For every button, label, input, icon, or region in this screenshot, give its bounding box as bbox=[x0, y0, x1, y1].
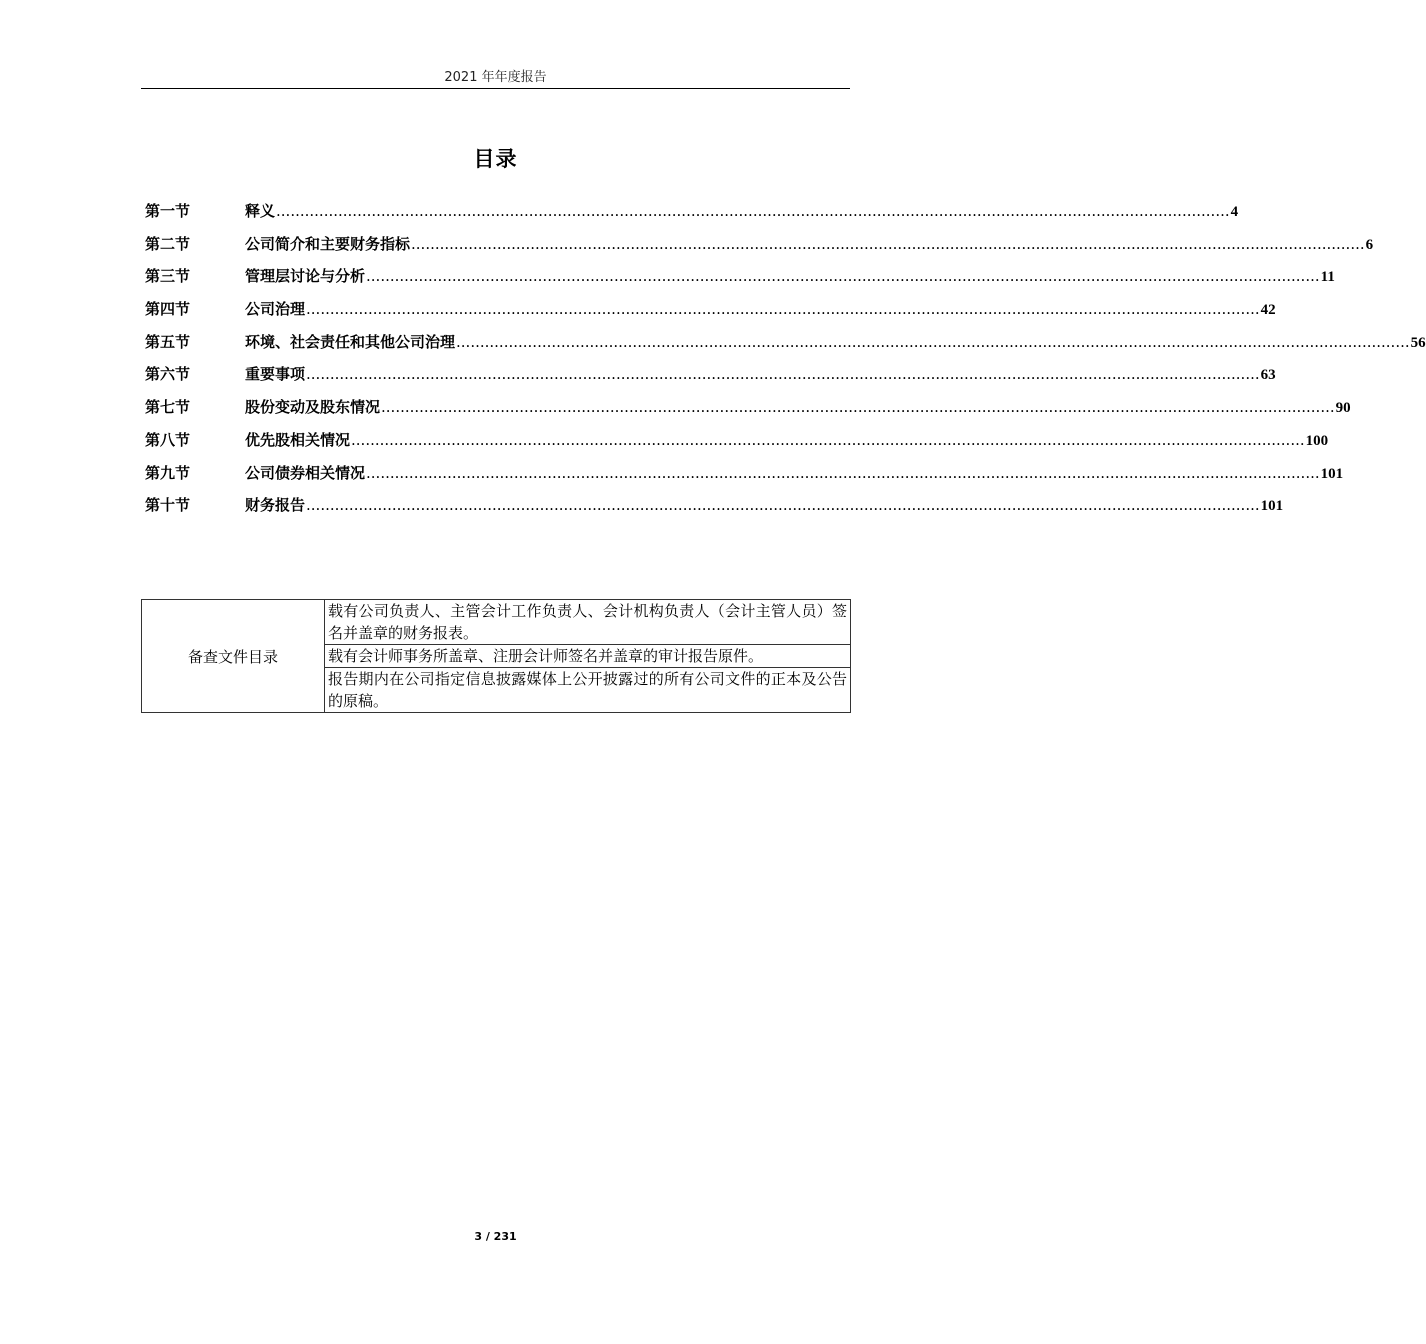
toc-page-number: 4 bbox=[1230, 204, 1239, 220]
toc-leader-dots: ........................................................................................................................................................................................................ bbox=[456, 332, 1410, 351]
toc-section-name: 公司简介和主要财务指标 bbox=[245, 234, 411, 253]
toc-section-number: 第五节 bbox=[145, 332, 191, 351]
table-of-contents bbox=[145, 200, 1426, 527]
toc-section-number: 第四节 bbox=[145, 300, 191, 319]
toc-section-number: 第二节 bbox=[145, 234, 191, 253]
toc-page-number: 100 bbox=[1305, 432, 1329, 449]
toc-section-name: 公司治理 bbox=[245, 300, 306, 319]
toc-section-number: 第七节 bbox=[145, 398, 191, 417]
report-header-title: 2021 年年度报告 bbox=[444, 70, 547, 85]
toc-leader-dots: ........................................................................................................................................................................................................ bbox=[366, 267, 1320, 286]
toc-section-name: 公司债券相关情况 bbox=[245, 463, 366, 482]
toc-section-number: 第八节 bbox=[145, 430, 191, 449]
toc-leader-dots: ........................................................................................................................................................................................................ bbox=[306, 496, 1260, 515]
toc-page-number: 42 bbox=[1260, 302, 1276, 319]
toc-section-number: 第六节 bbox=[145, 365, 191, 384]
toc-leader-dots: ........................................................................................................................................................................................................ bbox=[306, 365, 1260, 384]
reference-document-item: 载有公司负责人、主管会计工作负责人、会计机构负责人（会计主管人员）签名并盖章的财务报表。 bbox=[325, 600, 851, 645]
toc-leader-dots: ........................................................................................................................................................................................................ bbox=[306, 300, 1260, 319]
toc-page-number: 6 bbox=[1365, 236, 1374, 253]
toc-entry[interactable] bbox=[145, 331, 1426, 364]
toc-section-name: 股份变动及股东情况 bbox=[245, 398, 381, 417]
toc-section-name: 财务报告 bbox=[245, 496, 306, 515]
toc-page-number: 11 bbox=[1320, 269, 1335, 286]
toc-page-number: 56 bbox=[1410, 334, 1426, 351]
toc-leader-dots: ........................................................................................................................................................................................................ bbox=[351, 430, 1305, 449]
toc-entry[interactable] bbox=[145, 265, 1335, 298]
toc-entry[interactable] bbox=[145, 200, 1239, 233]
toc-page-number: 90 bbox=[1335, 400, 1351, 417]
reference-documents-table bbox=[141, 599, 851, 713]
reference-documents-label: 备查文件目录 bbox=[142, 600, 325, 713]
toc-section-name: 环境、社会责任和其他公司治理 bbox=[245, 332, 456, 351]
toc-section-name: 释义 bbox=[245, 202, 276, 220]
toc-section-name: 优先股相关情况 bbox=[245, 430, 351, 449]
toc-section-number: 第三节 bbox=[145, 267, 191, 286]
toc-leader-dots: ........................................................................................................................................................................................................ bbox=[276, 202, 1230, 220]
toc-entry[interactable] bbox=[145, 233, 1374, 266]
toc-page-number: 63 bbox=[1260, 367, 1276, 384]
toc-section-name: 重要事项 bbox=[245, 365, 306, 384]
toc-leader-dots: ........................................................................................................................................................................................................ bbox=[411, 234, 1365, 253]
toc-section-name: 管理层讨论与分析 bbox=[245, 267, 366, 286]
header-divider bbox=[141, 88, 850, 89]
toc-entry[interactable] bbox=[145, 462, 1344, 495]
reference-document-item: 载有会计师事务所盖章、注册会计师签名并盖章的审计报告原件。 bbox=[325, 645, 851, 668]
toc-entry[interactable] bbox=[145, 494, 1284, 527]
toc-leader-dots: ........................................................................................................................................................................................................ bbox=[366, 463, 1320, 482]
page-number-footer: 3 / 231 bbox=[474, 1230, 517, 1243]
toc-page-number: 101 bbox=[1260, 498, 1284, 515]
toc-section-number: 第九节 bbox=[145, 463, 191, 482]
toc-entry[interactable] bbox=[145, 298, 1276, 331]
toc-page-number: 101 bbox=[1320, 465, 1344, 482]
toc-section-number: 第一节 bbox=[145, 202, 191, 220]
toc-section-number: 第十节 bbox=[145, 496, 191, 515]
reference-document-item: 报告期内在公司指定信息披露媒体上公开披露过的所有公司文件的正本及公告的原稿。 bbox=[325, 668, 851, 713]
toc-leader-dots: ........................................................................................................................................................................................................ bbox=[381, 398, 1335, 417]
toc-entry[interactable] bbox=[145, 396, 1351, 429]
toc-entry[interactable] bbox=[145, 363, 1276, 396]
toc-entry[interactable] bbox=[145, 429, 1329, 462]
toc-title: 目录 bbox=[473, 146, 518, 171]
